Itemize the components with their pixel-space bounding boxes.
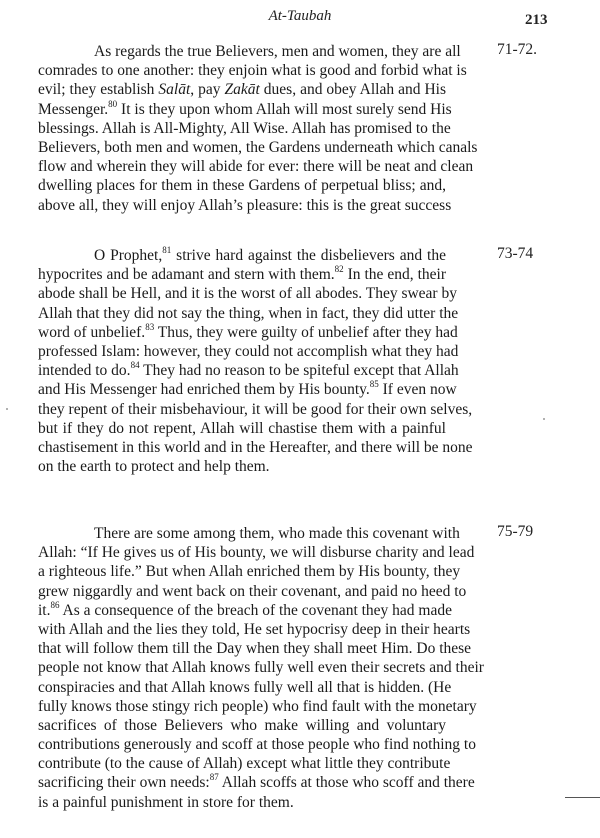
- footnote-marker: 81: [162, 245, 172, 255]
- text-line: Allah that they did not say the thing, when in fact, they did utter the: [38, 304, 459, 322]
- text-line: contributions generously and scoff at those people who find nothing to: [38, 736, 476, 754]
- footnote-marker: 86: [50, 599, 60, 610]
- page-number: 213: [525, 12, 548, 28]
- footnote-marker: 82: [334, 264, 344, 275]
- text-line: contribute (to the cause of Allah) except what little they contribute: [38, 755, 451, 773]
- text-line: Believers, both men and women, the Gardens underneath which canals: [38, 138, 478, 156]
- text-line: word of unbelief.$^{83}$ Thus, they were guilty of unbelief after they had: [38, 321, 458, 341]
- text-line: blessings. Allah is All-Mighty, All Wise. Allah has promised to the: [38, 119, 451, 137]
- footnote-marker: 83: [145, 321, 155, 332]
- transliterated-term: Salāt: [158, 81, 191, 99]
- text-line: with Allah and the lies they told, He set hypocrisy deep in their hearts: [38, 620, 471, 638]
- text-line: a righteous life.” But when Allah enriched them by His bounty, they: [38, 563, 461, 581]
- text-line: they repent of their misbehaviour, it will be good for their own selves,: [38, 400, 473, 418]
- scan-speck: [6, 408, 8, 410]
- text-line: Messenger.$^{80}$ It is they upon whom Allah will most surely send His: [38, 98, 452, 118]
- text-line: dwelling places for them in these Gardens of perpetual bliss; and,: [38, 177, 446, 195]
- text-line: As regards the true Believers, men and women, they are all: [94, 43, 461, 60]
- text-line: There are some among them, who made this covenant with: [94, 525, 460, 542]
- text-line: intended to do.$^{84}$ They had no reason to be spiteful except that Allah: [38, 360, 459, 380]
- footnote-marker: 80: [108, 98, 118, 109]
- verse-reference: 73-74: [497, 245, 534, 262]
- text-line: flow and wherein they will abide for ever: there will be neat and clean: [38, 158, 474, 176]
- footnote-marker: 84: [130, 360, 140, 371]
- footnote-marker: 85: [369, 379, 379, 390]
- text-line: sacrifices of those Believers who make willing and voluntary: [38, 716, 446, 734]
- running-header-title: At-Taubah: [268, 8, 332, 24]
- text-line: it.$^{86}$ As a consequence of the breach of the covenant they had made: [38, 599, 453, 619]
- text-line: that will follow them till the Day when they shall meet Him. Do these: [38, 640, 472, 658]
- scan-speck: [543, 418, 545, 420]
- text-line: abode shall be Hell, and it is the worst of all abodes. They swear by: [38, 285, 457, 303]
- text-line: Allah: “If He gives us of His bounty, we will disburse charity and lead: [38, 544, 475, 562]
- text-line: on the earth to protect and help them.: [38, 458, 270, 476]
- text-line: professed Islam: however, they could not accomplish what they had: [38, 342, 459, 360]
- text-line: O Prophet,$^{81}$ strive hard against the disbelievers and the: [94, 245, 446, 264]
- text-line: chastisement in this world and in the Hereafter, and there will be none: [38, 438, 473, 456]
- verse-reference: 71-72.: [497, 41, 538, 58]
- text-line: people not know that Allah knows fully well even their secrets and their: [38, 659, 484, 677]
- text-line: but if they do not repent, Allah will chastise them with a painful: [38, 419, 446, 437]
- footnote-marker: 87: [209, 772, 219, 783]
- text-line: above all, they will enjoy Allah’s pleasure: this is the great success: [38, 196, 452, 214]
- page-edge-mark: [565, 797, 600, 798]
- text-line: sacrificing their own needs:$^{87}$ Allah scoffs at those who scoff and there: [38, 772, 475, 792]
- text-line: comrades to one another: they enjoin what is good and forbid what is: [38, 62, 467, 80]
- transliterated-term: Zakāt: [224, 81, 260, 99]
- text-line: grew niggardly and went back on their covenant, and paid no heed to: [38, 582, 467, 600]
- paragraph-verses-73-74: [38, 245, 473, 476]
- verse-reference: 75-79: [497, 523, 534, 540]
- text-line: evil; they establish Salāt, pay Zakāt dues, and obey Allah and His: [38, 81, 446, 99]
- paragraph-verses-71-72: [38, 42, 478, 215]
- text-line: fully knows those stingy rich people) who find fault with the monetary: [38, 697, 477, 715]
- text-line: conspiracies and that Allah knows fully well all that is hidden. (He: [38, 678, 452, 696]
- paragraph-verses-75-79: [38, 524, 484, 812]
- text-line: is a painful punishment in store for them.: [38, 793, 294, 811]
- text-line: and His Messenger had enriched them by His bounty.$^{85}$ If even now: [38, 379, 457, 399]
- text-line: hypocrites and be adamant and stern with them.$^{82}$ In the end, their: [38, 264, 446, 284]
